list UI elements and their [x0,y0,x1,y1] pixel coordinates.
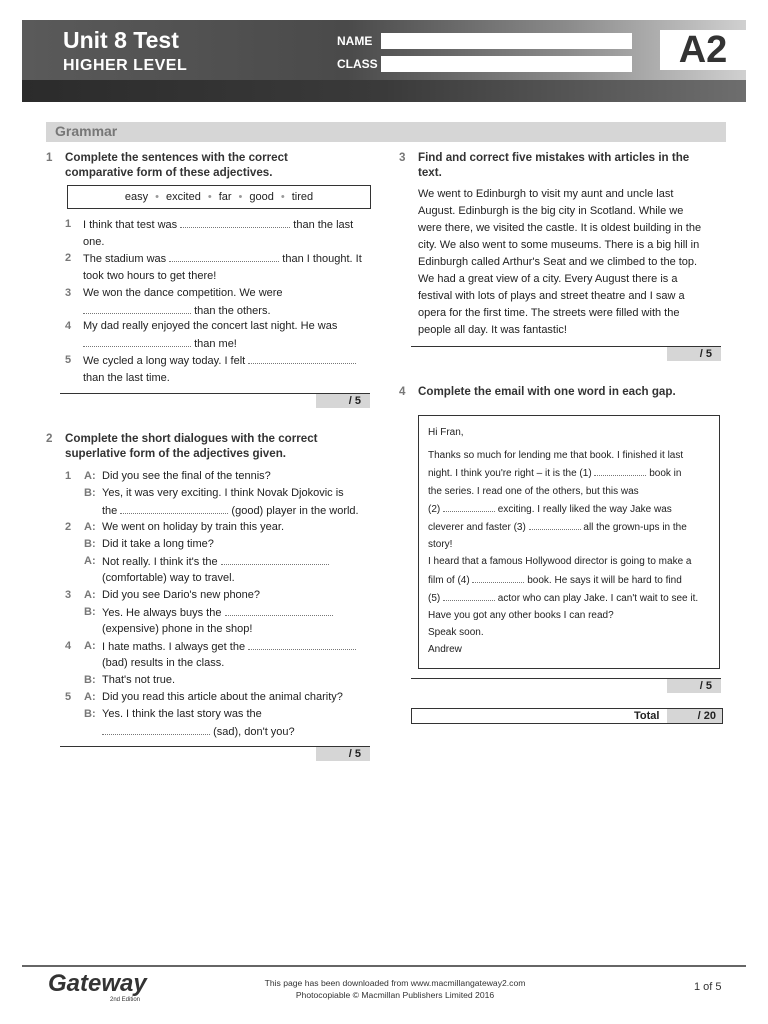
item-text: than I thought. It [282,253,362,265]
q2-heading-line2: superlative form of the adjectives given. [65,447,286,460]
item-number: 5 [65,354,72,366]
line-text: I hate maths. I always get the [102,641,246,653]
speaker: A: [84,555,96,567]
gap-field[interactable] [221,553,329,565]
email-signature: Andrew [428,644,462,656]
item-text: The stadium was [83,253,167,265]
page-number: 1 of 5 [694,981,722,993]
text-line: city. We also went to some museums. There is a big hill in [418,239,700,251]
line-text: Did it take a long time? [102,538,214,550]
q1-item-1 [65,216,373,251]
gap-field[interactable] [248,352,356,364]
dialogue-line [84,706,374,723]
word-tired: tired [291,191,314,203]
item-number: 5 [65,691,72,703]
text-line: people all day. It was fantastic! [418,324,567,336]
line-text: Did you see the final of the tennis? [102,470,271,482]
gateway-logo: Gateway [48,970,147,997]
gap-field[interactable] [443,500,495,512]
q3-heading [399,150,728,180]
dialogue-line [84,519,374,536]
gap-field[interactable] [180,216,290,228]
word-good: good [249,191,274,203]
q1-heading-line1: Complete the sentences with the correct [65,151,288,164]
item-text: took two hours to get there! [83,270,217,282]
q3-text [418,186,728,339]
total-score: / 20 [667,709,722,723]
q3-score: / 5 [667,347,721,361]
line-text: (comfortable) way to travel. [102,572,235,584]
q3-heading-line1: Find and correct five mistakes with articles in the [418,151,690,164]
section-bar [46,122,726,142]
q1-number: 1 [46,151,53,164]
gap-field[interactable] [102,723,210,735]
text-line: August. Edinburgh is the big city in Scotland. While we [418,205,684,217]
line-text: (sad), don't you? [213,726,295,738]
section-title: Grammar [55,123,118,139]
gap-field[interactable] [169,250,279,262]
dialogue-line [84,672,374,689]
q2-score: / 5 [316,747,370,761]
word-box: easy • excited • far • good • tired [67,185,371,209]
q4-number: 4 [399,385,406,398]
line-text: exciting. I really liked the way Jake was [497,503,672,515]
gap-field[interactable] [248,638,356,650]
line-text: We went on holiday by train this year. [102,521,285,533]
email-line: Speak soon. [428,627,484,639]
item-text: We cycled a long way today. I felt [83,355,246,367]
email-line: Thanks so much for lending me that book. I finished it last [428,450,684,462]
speaker: A: [84,640,96,652]
line-text: night. I think you're right – it is the (1) [428,468,592,480]
footer-divider [22,965,746,967]
speaker: B: [84,538,96,550]
item-text: We won the dance competition. We were [83,287,283,299]
name-field[interactable] [381,33,632,49]
email-line [428,464,710,482]
line-text: book. He says it will be hard to find [527,574,682,586]
email-line: Have you got any other books I can read? [428,610,614,622]
item-number: 2 [65,521,72,533]
download-notice: This page has been downloaded from www.macmillangateway2.com [264,978,526,988]
q1-item-2 [65,250,373,285]
dialogue-line [84,587,374,604]
q1-score: / 5 [316,394,370,408]
dialogue-line [102,502,374,520]
email-box [418,415,720,669]
line-text: (2) [428,503,441,515]
q4-heading [399,384,728,399]
line-text: (5) [428,592,441,604]
class-label: CLASS [337,57,378,71]
word-excited: excited [165,191,201,203]
speaker: A: [84,470,96,482]
text-line: festival with lots of plays and street theatre and I saw a [418,290,685,302]
line-text: Yes. I think the last story was the [102,708,262,720]
edition-label: 2nd Edition [110,997,141,1003]
class-field[interactable] [381,56,632,72]
q3-number: 3 [399,151,406,164]
item-number: 1 [65,218,72,230]
header-strip [22,80,746,102]
line-text: (good) player in the world. [231,505,359,517]
item-text: than the last time. [83,372,170,384]
word-far: far [218,191,232,203]
gap-field[interactable] [529,518,581,530]
gap-field[interactable] [83,335,191,347]
dialogue-line [84,689,374,706]
line-text: actor who can play Jake. I can't wait to see it. [497,592,699,604]
speaker: B: [84,708,96,720]
q4-heading-text: Complete the email with one word in each gap. [418,385,676,398]
item-text: My dad really enjoyed the concert last night. He was [83,320,338,332]
q1-item-5 [65,352,373,387]
gap-field[interactable] [120,502,228,514]
email-line [428,500,710,518]
text-line: We went to Edinburgh to visit my aunt and uncle last [418,188,674,200]
line-text: all the grown-ups in the [583,522,687,534]
q1-item-3 [65,285,373,320]
item-number: 4 [65,320,72,332]
name-label: NAME [337,34,373,48]
gap-field[interactable] [472,571,524,583]
item-text: than the others. [194,305,271,317]
dialogue-line [84,485,374,502]
line-text: Did you see Dario's new phone? [102,589,261,601]
email-greeting: Hi Fran, [428,427,464,438]
item-number: 1 [65,470,72,482]
line-text: Not really. I think it's the [102,556,218,568]
q1-heading-line2: comparative form of these adjectives. [65,166,273,179]
email-line: the series. I read one of the others, but this was [428,485,639,497]
line-text: Did you read this article about the animal charity? [102,691,343,703]
gap-field[interactable] [594,464,646,476]
q1-heading [46,150,365,180]
email-line: story! [428,539,453,551]
total-label: Total [634,710,660,722]
item-text: I think that test was [83,219,178,231]
line-text: film of (4) [428,574,470,586]
email-line [428,589,710,607]
text-line: Edinburgh called Arthur's Seat and we climbed to the top. [418,256,698,268]
line-text: Yes, it was very exciting. I think Novak Djokovic is [102,487,344,499]
speaker: B: [84,674,96,686]
email-line: I heard that a famous Hollywood director is going to make a [428,556,692,568]
total-box [411,708,723,724]
speaker: B: [84,606,96,618]
item-number: 2 [65,252,72,264]
line-text: (expensive) phone in the shop! [102,623,253,635]
dialogue-line [84,553,374,571]
speaker: B: [84,487,96,499]
copyright-notice: Photocopiable © Macmillan Publishers Limited 2016 [295,990,495,1000]
level-badge: A2 [660,30,746,70]
line-text: cleverer and faster (3) [428,522,526,534]
dialogue-line [84,638,374,656]
dialogue-line [102,570,374,587]
email-line [428,571,710,589]
dialogue-line [102,723,374,741]
unit-title: Unit 8 Test [63,27,179,53]
speaker: A: [84,521,96,533]
dialogue-line [84,536,374,553]
dialogue-line [102,621,374,638]
speaker: A: [84,589,96,601]
gap-field[interactable] [225,604,333,616]
item-text: than the last [293,219,354,231]
dialogue-line [84,468,374,485]
line-text: the [102,505,118,517]
q2-number: 2 [46,432,53,445]
q4-score: / 5 [667,679,721,693]
item-number: 4 [65,640,72,652]
line-text: (bad) results in the class. [102,657,225,669]
line-text: Yes. He always buys the [102,607,222,619]
q3-heading-line2: text. [418,166,442,179]
speaker: A: [84,691,96,703]
dialogue-line [84,604,374,622]
item-number: 3 [65,287,72,299]
line-text: book in [649,468,682,480]
text-line: were there, we visited the castle. It is oldest building in the [418,222,702,234]
q1-item-4 [65,318,373,353]
text-line: opera for the first time. The streets were filled with the [418,307,680,319]
gap-field[interactable] [83,302,191,314]
line-text: That's not true. [102,674,176,686]
q2-heading-line1: Complete the short dialogues with the correct [65,432,318,445]
q2-heading [46,431,365,461]
gap-field[interactable] [443,589,495,601]
word-easy: easy [124,191,149,203]
text-line: We had a great view of a city. Every August there is a [418,273,678,285]
level-label: HIGHER LEVEL [63,57,188,74]
email-line [428,518,710,536]
item-number: 3 [65,589,72,601]
item-text: than me! [194,338,237,350]
item-text: one. [83,236,105,248]
dialogue-line [102,655,374,672]
